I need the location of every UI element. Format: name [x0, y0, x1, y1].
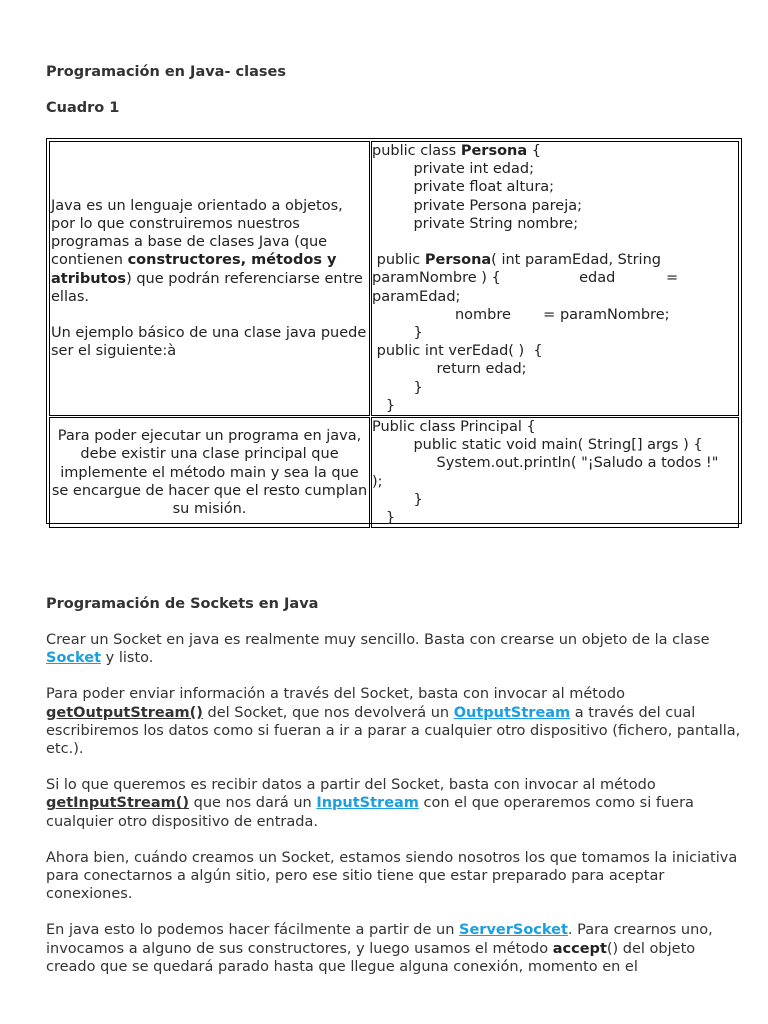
code-cell-principal	[371, 417, 739, 528]
code-constructor-name: Persona	[424, 252, 492, 269]
section-subtitle: Cuadro 1	[46, 100, 120, 116]
code-line: paramEdad;	[372, 288, 461, 305]
code-line: private int edad;	[372, 161, 534, 178]
inputstream-link[interactable]: InputStream	[316, 795, 419, 812]
main-class-explanation: Para poder ejecutar un programa en java, debe existir una clase principal que implemente el método main y sea la que se encargue de hacer que el resto cumplan su misión.	[49, 417, 370, 528]
code-block	[372, 418, 738, 527]
method-name: getInputStream()	[46, 795, 190, 812]
code-line: private Persona pareja;	[372, 197, 583, 214]
sockets-heading: Programación de Sockets en Java	[46, 596, 319, 612]
table-row	[49, 417, 739, 528]
code-line: System.out.println( "¡Saludo a todos !"	[372, 455, 719, 472]
code-line: public class	[372, 143, 461, 159]
sockets-body	[46, 631, 742, 994]
code-line: public static void main( String[] args ) {	[372, 437, 703, 454]
code-line: );	[372, 473, 383, 490]
code-line: Public class Principal {	[372, 419, 536, 436]
paragraph-text: En java esto lo podemos hacer fácilmente a partir de un	[46, 922, 460, 939]
code-line: ( int paramEdad, String	[491, 252, 661, 269]
explanation-text-end: ) que podrán referenciarse entre ellas.	[51, 270, 363, 305]
paragraph-text: y listo.	[101, 650, 154, 667]
outputstream-link[interactable]: OutputStream	[453, 704, 571, 721]
paragraph-text: . Para crearnos uno, invocamos a alguno de sus constructores, y luego usamos el método	[46, 922, 713, 957]
explanation-cell	[49, 141, 370, 416]
serversocket-link[interactable]: ServerSocket	[459, 922, 568, 939]
explanation-bold: constructores, métodos y atributos	[51, 252, 337, 287]
code-line: private String nombre;	[372, 215, 579, 232]
table-row	[49, 141, 739, 416]
code-cell-persona	[371, 141, 739, 416]
code-line: }	[372, 510, 396, 527]
paragraph-text: que nos dará un	[189, 795, 317, 812]
example-intro: Un ejemplo básico de una clase java puede ser el siguiente:à	[51, 324, 367, 360]
code-block	[372, 142, 738, 415]
method-name: accept	[552, 940, 607, 957]
paragraph-text: a través del cual escribiremos los datos como si fueran a ir a parar a cualquier otro dispositivo (fichero, pantalla, etc.).	[46, 704, 741, 758]
explanation-text: Java es un lenguaje orientado a objetos, por lo que construiremos nuestros programas a base de clases Java (que contienen	[51, 197, 343, 269]
paragraph-text: () del objeto creado que se quedará parado hasta que llegue alguna conexión, momento en el	[46, 940, 696, 975]
code-line: paramNombre ) { edad =	[372, 270, 679, 287]
code-line: }	[372, 491, 423, 508]
code-line: }	[372, 379, 423, 396]
code-line: }	[372, 397, 396, 414]
paragraph-text: Si lo que queremos es recibir datos a partir del Socket, basta con invocar al método	[46, 777, 656, 794]
code-line: {	[527, 143, 541, 159]
code-line: public int verEdad( ) {	[372, 343, 543, 360]
page-title: Programación en Java- clases	[46, 64, 286, 80]
code-line: }	[372, 325, 423, 342]
code-line: public	[372, 252, 425, 269]
code-line: private float altura;	[372, 179, 555, 196]
paragraph-text: con el que operaremos como si fuera cualquier otro dispositivo de entrada.	[46, 795, 694, 830]
code-line: return edad;	[372, 361, 527, 378]
paragraph	[46, 685, 742, 758]
paragraph-text: Para poder enviar información a través del Socket, basta con invocar al método	[46, 686, 625, 703]
paragraph	[46, 631, 742, 667]
socket-link[interactable]: Socket	[46, 650, 102, 667]
paragraph-text: Crear un Socket en java es realmente muy sencillo. Basta con crearse un objeto de la clase	[46, 632, 710, 648]
paragraph: Ahora bien, cuándo creamos un Socket, estamos siendo nosotros los que tomamos la iniciativa para conectarnos a algún sitio, pero ese sitio tiene que estar preparado para aceptar conexiones.	[46, 849, 738, 903]
paragraph-text: del Socket, que nos devolverá un	[202, 704, 454, 721]
method-name: getOutputStream()	[46, 704, 203, 721]
code-class-name: Persona	[460, 143, 528, 159]
paragraph	[46, 776, 742, 831]
class-example-table	[46, 138, 742, 527]
paragraph	[46, 921, 742, 976]
code-line: nombre = paramNombre;	[372, 306, 670, 323]
